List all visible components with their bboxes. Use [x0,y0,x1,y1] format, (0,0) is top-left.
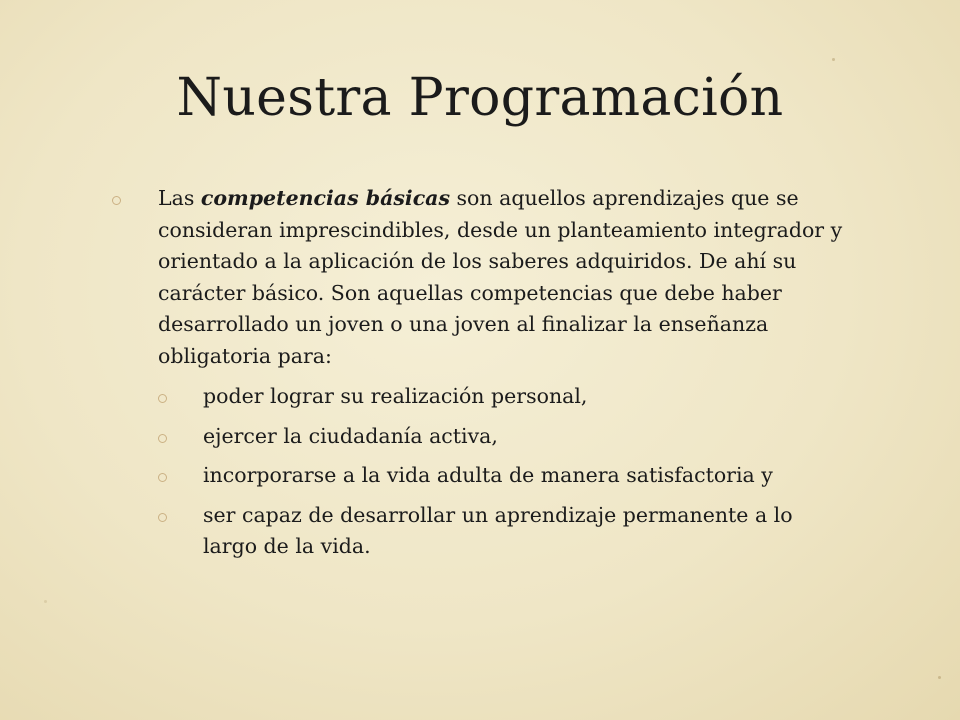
texture-speck [44,600,47,603]
sub-bullet-item [108,460,848,492]
texture-speck [832,58,835,61]
intro-text-start: Las [158,186,201,210]
circle-bullet-icon [158,473,167,482]
slide-body [108,183,848,563]
circle-bullet-icon [112,196,121,205]
circle-bullet-icon [158,513,167,522]
slide-title: Nuestra Programación [176,68,784,128]
sub-bullet-item [108,500,848,563]
sub-bullet-item [108,421,848,453]
circle-bullet-icon [158,394,167,403]
competencias-basicas-emphasis: competencias básicas [200,186,450,210]
sub-bullet-text: ejercer la ciudadanía activa, [203,423,498,448]
sub-bullet-text: incorporarse a la vida adulta de manera satisfactoria y [203,463,773,487]
sub-bullet-text: ser capaz de desarrollar un aprendizaje permanente a lo largo de la vida. [203,502,793,558]
circle-bullet-icon [158,434,167,443]
sub-bullet-text: poder lograr su realización personal, [203,384,588,408]
sub-bullet-item [108,381,848,413]
intro-bullet-item [108,183,848,372]
intro-text-rest: son aquellos aprendizajes que se consideran imprescindibles, desde un planteamiento integrador y orientado a la aplicación de los saberes adquiridos. De ahí su carácter básico. Son aquellas competencias que debe haber desarrollado un joven o una joven al finalizar la enseñanza obligatoria para: [158,186,843,368]
texture-speck [938,676,941,679]
